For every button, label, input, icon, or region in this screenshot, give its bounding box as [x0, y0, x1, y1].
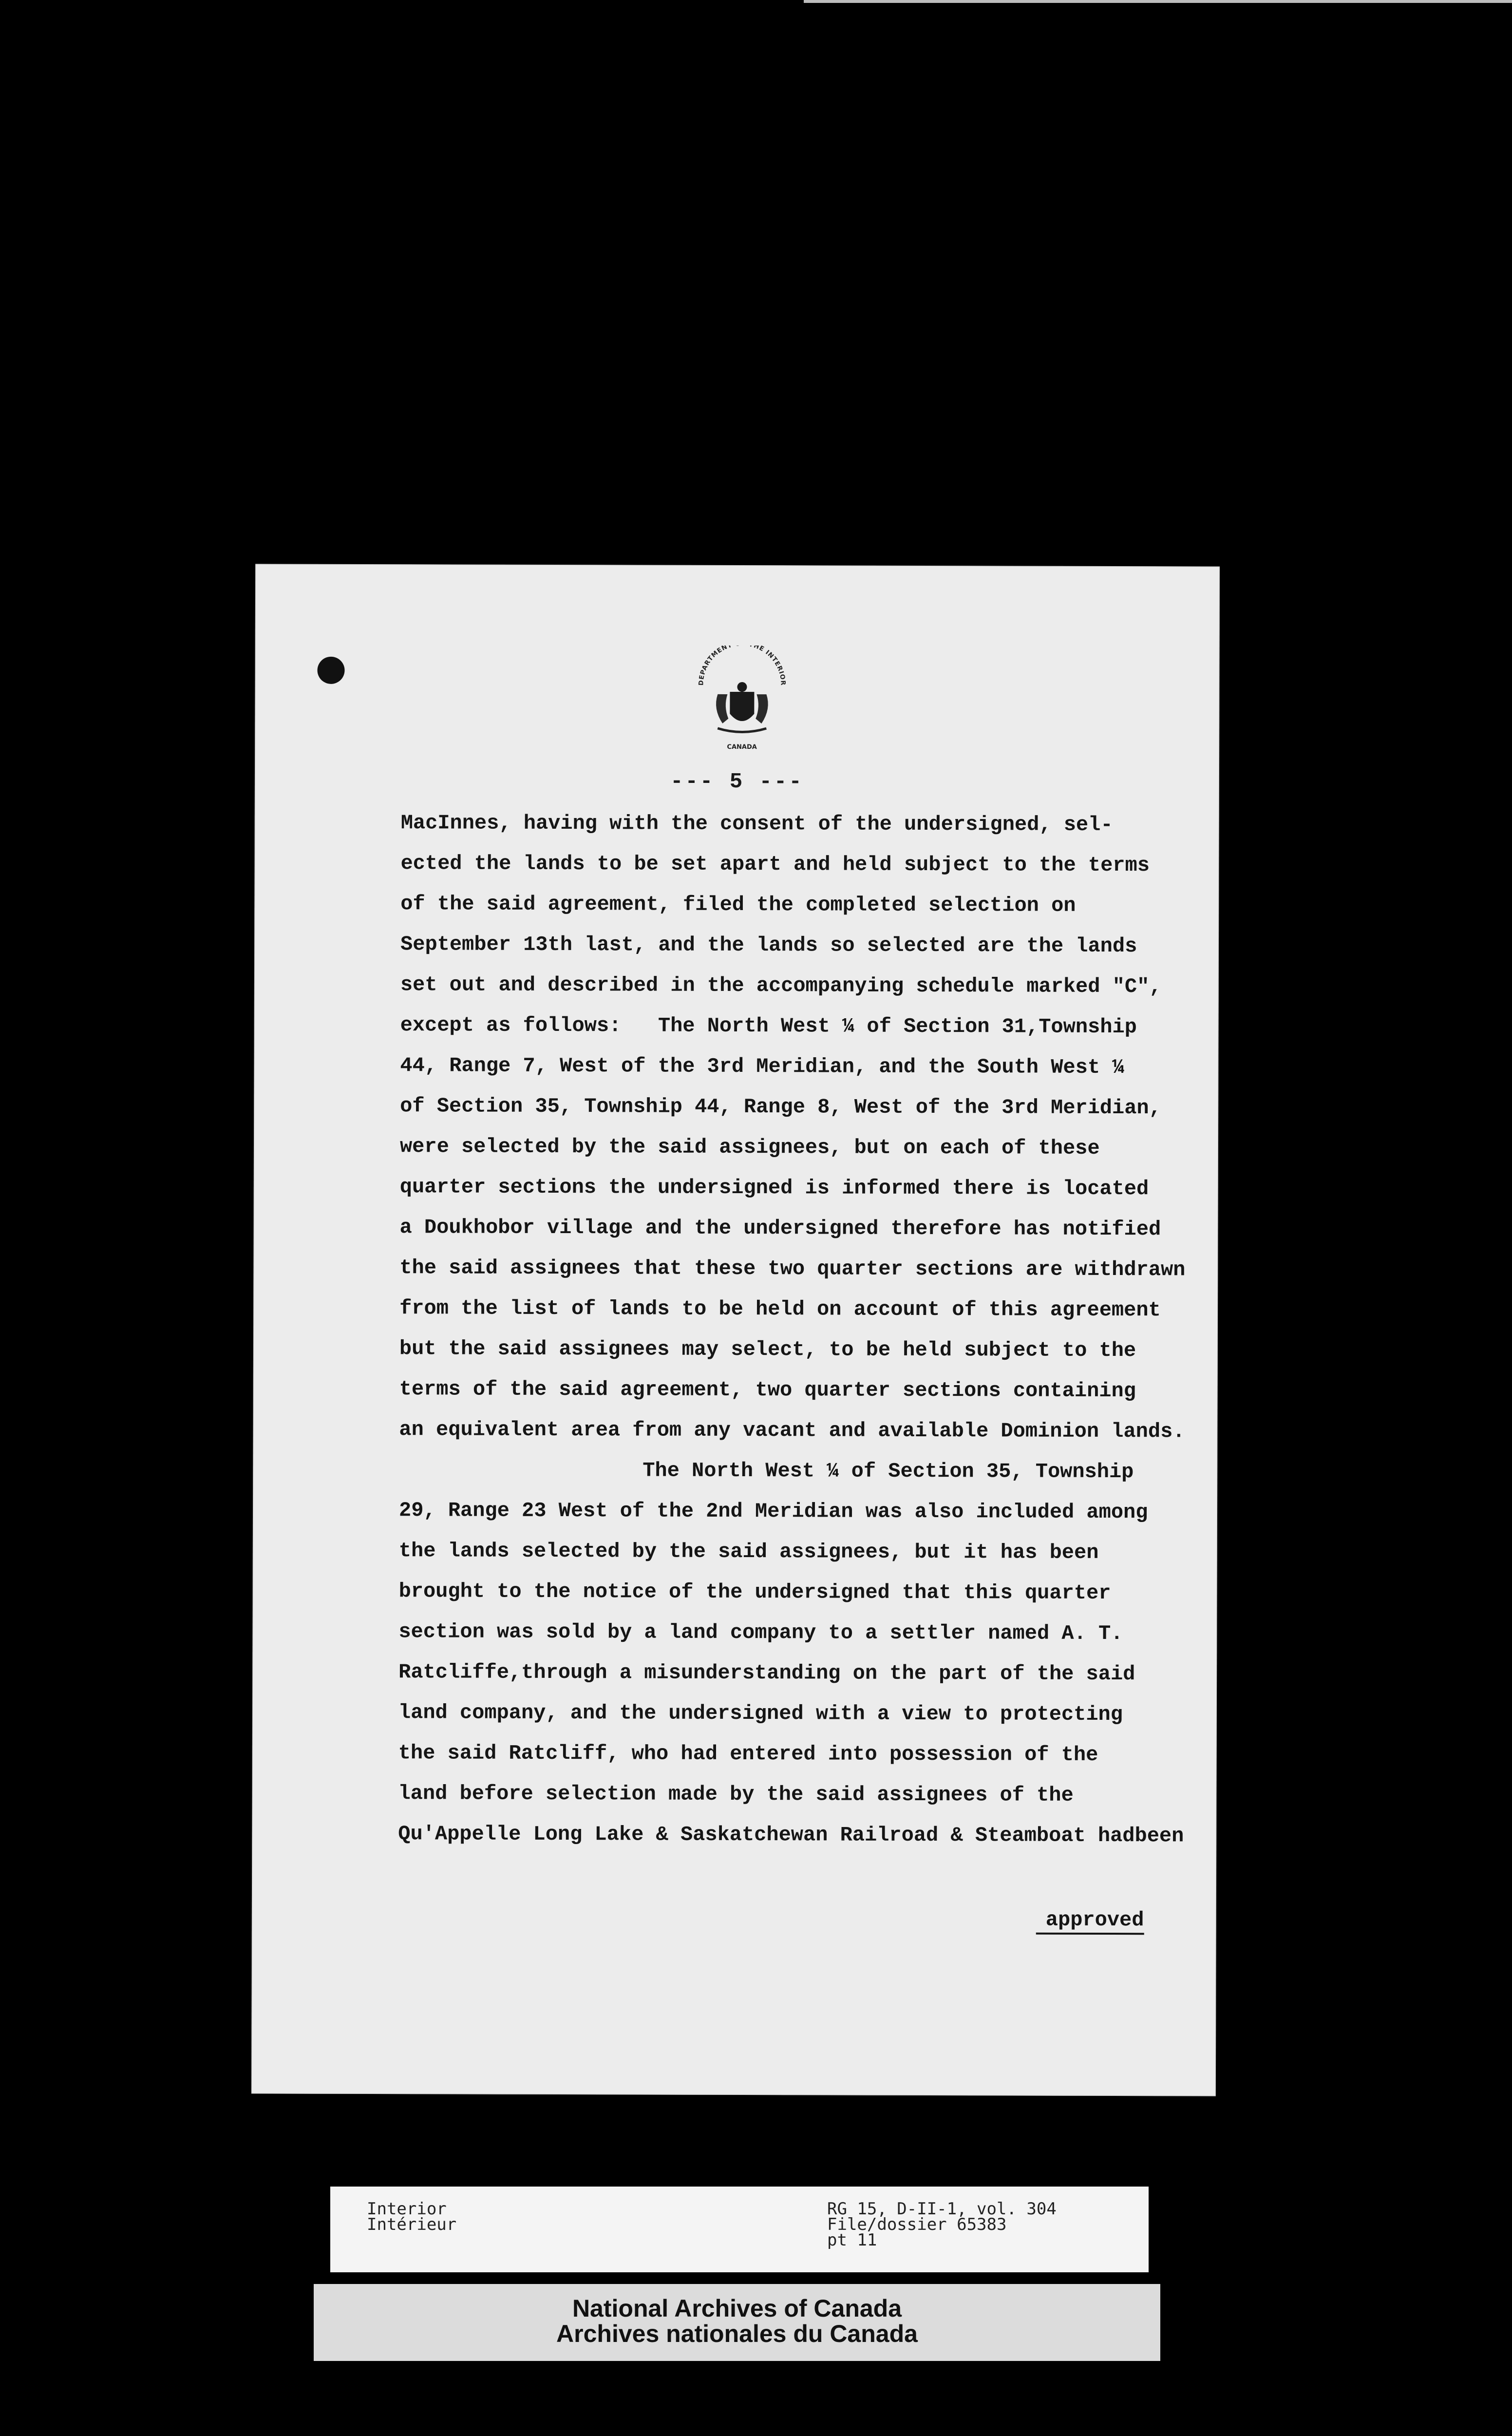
- text-line: the lands selected by the said assignees, but it has been: [398, 1539, 1099, 1564]
- text-line: an equivalent area from any vacant and available Dominion lands.: [399, 1418, 1185, 1444]
- archival-reference-label: [330, 2187, 1149, 2272]
- archives-name-english: National Archives of Canada: [572, 2295, 902, 2322]
- text-line: from the list of lands to be held on account of this agreement: [399, 1296, 1161, 1322]
- film-edge-strip: [804, 0, 1512, 3]
- typed-letter-body: [398, 803, 1200, 1856]
- coat-of-arms-icon: [688, 646, 796, 758]
- text-line: except as follows: The North West ¼ of Section 31,Township: [400, 1013, 1137, 1039]
- file-reference: [827, 2201, 1057, 2248]
- text-line: terms of the said agreement, two quarter sections containing: [399, 1377, 1136, 1403]
- department-french: Intérieur: [367, 2215, 457, 2234]
- text-line: 29, Range 23 West of the 2nd Meridian was also included among: [398, 1499, 1148, 1524]
- text-line: land before selection made by the said assignees of the: [398, 1782, 1074, 1807]
- text-line: section was sold by a land company to a settler named A. T.: [398, 1620, 1123, 1646]
- crest-bottom-text: CANADA: [727, 743, 757, 751]
- file-number: File/dossier 65383: [827, 2215, 1007, 2234]
- punch-hole: [317, 657, 344, 684]
- text-line: brought to the notice of the undersigned that this quarter: [398, 1580, 1111, 1605]
- text-line: 44, Range 7, West of the 3rd Meridian, and the South West ¼: [400, 1054, 1125, 1080]
- text-line: Qu'Appelle Long Lake & Saskatchewan Railroad & Steamboat hadbeen: [398, 1822, 1184, 1848]
- text-line: land company, and the undersigned with a view to protecting: [398, 1701, 1123, 1727]
- archives-name-french: Archives nationales du Canada: [556, 2320, 918, 2347]
- text-line: the said Ratcliff, who had entered into possession of the: [398, 1741, 1098, 1767]
- text-line: of Section 35, Township 44, Range 8, West of the 3rd Meridian,: [400, 1094, 1161, 1120]
- department-crest: [688, 646, 796, 758]
- document-page: [251, 564, 1220, 2096]
- text-line: Ratcliffe,through a misunderstanding on the part of the said: [398, 1660, 1135, 1686]
- text-line: set out and described in the accompanying schedule marked "C",: [400, 973, 1162, 999]
- page-number: --- 5 ---: [670, 769, 804, 795]
- department-english: Interior: [367, 2199, 447, 2219]
- text-line: September 13th last, and the lands so selected are the lands: [400, 933, 1137, 958]
- record-group: RG 15, D-II-1, vol. 304: [827, 2199, 1057, 2219]
- text-line: MacInnes, having with the consent of the undersigned, sel-: [400, 811, 1113, 837]
- text-line: but the said assignees may select, to be held subject to the: [399, 1337, 1136, 1363]
- department-label: [367, 2201, 456, 2232]
- text-line: ected the lands to be set apart and held subject to the terms: [400, 852, 1150, 877]
- catchword: approved: [1036, 1908, 1144, 1935]
- archives-banner: [314, 2284, 1160, 2361]
- svg-text:DEPARTMENT OF THE INTERIOR: [698, 646, 787, 686]
- text-line: The North West ¼ of Section 35, Township: [643, 1459, 1134, 1484]
- text-line: a Doukhobor village and the undersigned therefore has notified: [399, 1216, 1161, 1241]
- file-part: pt 11: [827, 2230, 877, 2250]
- text-line: the said assignees that these two quarter sections are withdrawn: [399, 1256, 1186, 1282]
- text-line: were selected by the said assignees, but on each of these: [399, 1135, 1100, 1160]
- text-line: quarter sections the undersigned is informed there is located: [399, 1175, 1149, 1201]
- crest-top-text: DEPARTMENT THE INTERIOR: [698, 645, 787, 686]
- text-line: of the said agreement, filed the completed selection on: [400, 892, 1076, 917]
